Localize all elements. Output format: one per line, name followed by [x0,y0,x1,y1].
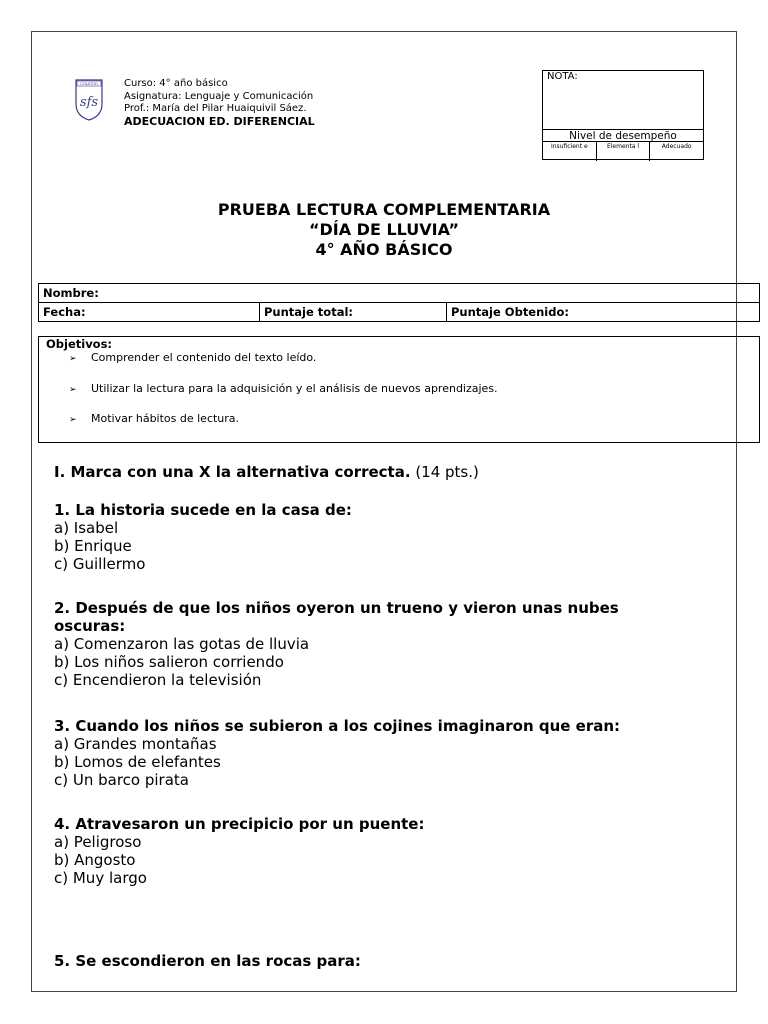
puntaje-obtenido-field[interactable]: Puntaje Obtenido: [447,303,760,322]
nombre-field[interactable]: Nombre: [39,284,760,303]
option-a[interactable]: a) Comenzaron las gotas de lluvia [54,635,310,653]
level-insuficiente: Insuficient e [550,143,588,150]
section-points: (14 pts.) [410,463,479,481]
objective-item [69,412,239,425]
objective-text: Comprender el contenido del texto leído. [91,351,317,364]
question-5 [54,952,361,970]
arrow-bullet-icon: ➢ [69,415,77,425]
arrow-bullet-icon: ➢ [69,385,77,395]
option-a[interactable]: a) Peligroso [54,833,142,851]
option-c[interactable]: c) Muy largo [54,869,147,887]
logo-banner-text: COLEGIO [80,82,98,86]
question-title: 1. La historia sucede en la casa de: [54,501,352,519]
question-title: 3. Cuando los niños se subieron a los cojines imaginaron que eran: [54,717,621,735]
objective-text: Utilizar la lectura para la adquisición y el análisis de nuevos aprendizajes. [91,382,498,395]
option-b[interactable]: b) Enrique [54,537,132,555]
section-title: I. Marca con una X la alternativa correcta. [54,463,411,481]
option-b[interactable]: b) Lomos de elefantes [54,753,221,771]
level-elemental: Elementa l [596,142,650,161]
fecha-field[interactable]: Fecha: [39,303,260,322]
question-title-cont: oscuras: [54,617,126,635]
option-a[interactable]: a) Isabel [54,519,119,537]
arrow-bullet-icon: ➢ [69,354,77,364]
performance-levels [543,141,703,161]
question-title: 5. Se escondieron en las rocas para: [54,952,361,970]
story-title: “DÍA DE LLUVIA” [308,220,460,239]
course-info [124,78,315,128]
objectives-title: Objetivos: [46,337,113,351]
profesor-text: Prof.: María del Pilar Huaiquivil Sáez. [124,103,307,114]
asignatura-text: Asignatura: Lenguaje y Comunicación [124,90,314,102]
option-b[interactable]: b) Angosto [54,851,136,869]
school-logo-icon [74,78,104,122]
curso-text: Curso: 4° año básico [124,78,228,89]
grade-title: 4° AÑO BÁSICO [315,240,453,259]
question-4 [54,815,424,887]
puntaje-total-field[interactable]: Puntaje total: [260,303,447,322]
question-title: 4. Atravesaron un precipicio por un puente: [54,815,425,833]
option-c[interactable]: c) Un barco pirata [54,771,189,789]
option-a[interactable]: a) Grandes montañas [54,735,217,753]
student-info-table [38,283,760,322]
question-3 [54,717,620,789]
objective-text: Motivar hábitos de lectura. [91,412,240,425]
level-adecuado: Adecuado [649,142,703,161]
question-1 [54,501,352,573]
test-title: PRUEBA LECTURA COMPLEMENTARIA [217,200,551,219]
section-heading [54,463,479,481]
nivel-desempeno-label: Nivel de desempeño [543,129,703,142]
nota-label: NOTA: [547,71,578,82]
question-title: 2. Después de que los niños oyeron un trueno y vieron unas nubes [54,599,619,617]
option-b[interactable]: b) Los niños salieron corriendo [54,653,284,671]
logo-initials: sfs [79,95,99,110]
option-c[interactable]: c) Encendieron la televisión [54,671,262,689]
adecuacion-text: ADECUACION ED. DIFERENCIAL [124,114,315,128]
objective-item [69,351,316,364]
grade-box [542,70,704,160]
objectives-box [38,336,760,443]
document-page [31,31,737,992]
option-c[interactable]: c) Guillermo [54,555,146,573]
question-2 [54,599,619,689]
objective-item [69,382,498,395]
